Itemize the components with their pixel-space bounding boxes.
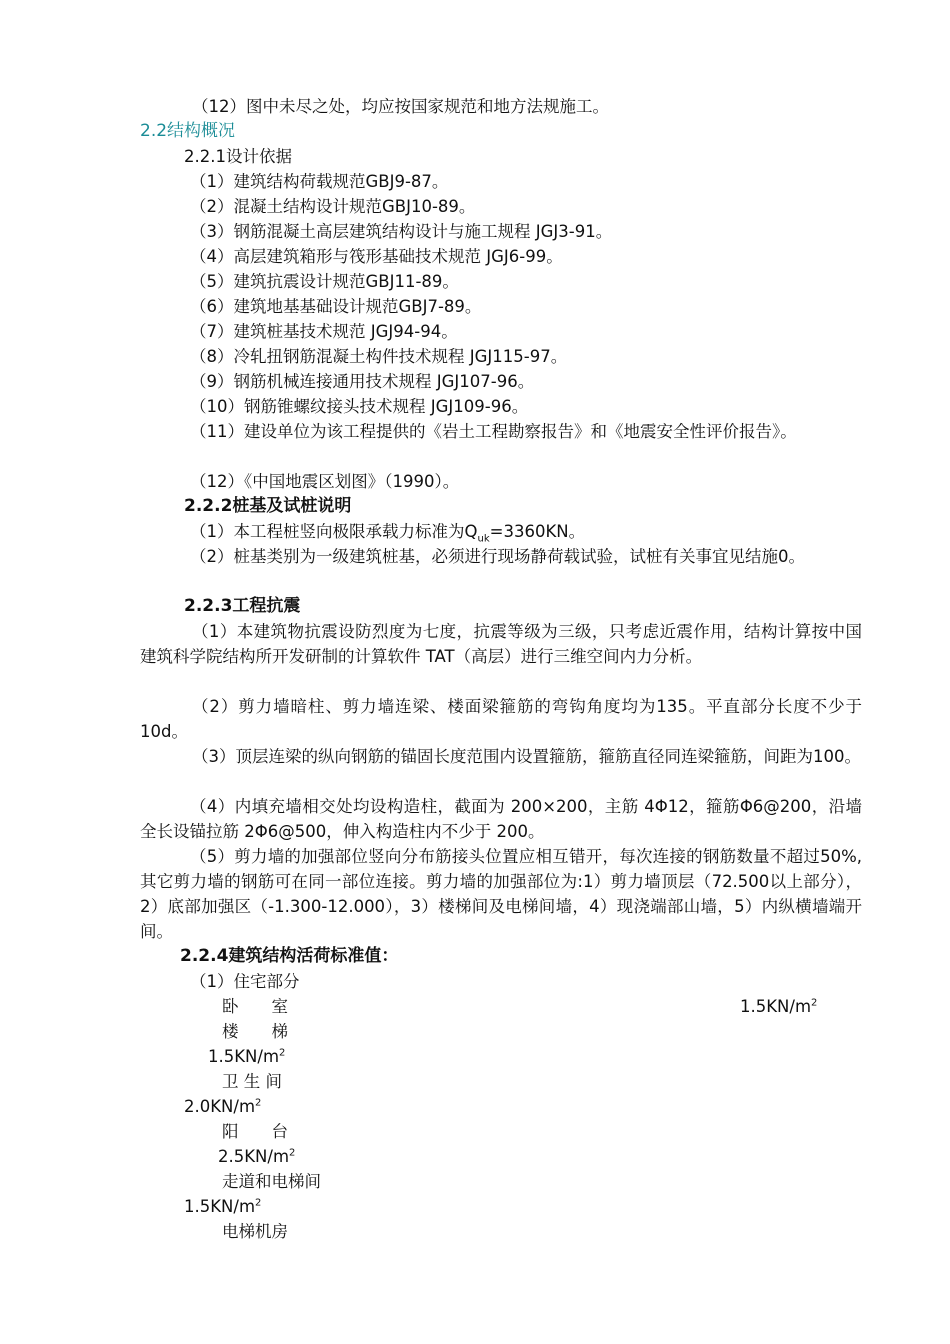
line-text: （3）钢筋混凝土高层建筑结构设计与施工规程 JGJ3-91。 [190, 222, 613, 241]
list-item [190, 169, 912, 194]
list-item [190, 319, 912, 344]
line-text: （1）住宅部分 [190, 972, 300, 991]
line-text: 1.5KN/m [740, 997, 812, 1016]
line-text: 2.2.3工程抗震 [184, 596, 301, 616]
subsection-heading-2-2-2 [184, 494, 906, 519]
load-value-bedroom [740, 994, 860, 1019]
subscript: uk [477, 533, 490, 545]
superscript: 2 [279, 1047, 286, 1059]
line-text: （4）内填充墙相交处均设构造柱，截面为 200×200，主筋 4Φ12，箍筋Φ6@200，沿墙全长设锚拉筋 2Φ6@500，伸入构造柱内不少于 200。 [140, 797, 862, 841]
line-text: 楼 梯 [222, 1022, 288, 1041]
line-text: （11）建设单位为该工程提供的《岩土工程勘察报告》和《地震安全性评价报告》。 [190, 422, 797, 441]
line-text: 2.5KN/m [218, 1147, 290, 1166]
pile-capacity-item [190, 519, 912, 544]
load-label-bedroom [222, 994, 422, 1019]
line-text: 卧 室 [222, 997, 288, 1016]
line-text: （4）高层建筑箱形与筏形基础技术规范 JGJ6-99。 [190, 247, 563, 266]
list-item [190, 269, 912, 294]
list-item [190, 394, 912, 419]
list-item [190, 469, 912, 494]
line-text: 2.2.2桩基及试桩说明 [184, 496, 352, 516]
line-text: （5）剪力墙的加强部位竖向分布筋接头位置应相互错开，每次连接的钢筋数量不超过50%,其它剪力墙的钢筋可在同一部位连接。剪力墙的加强部位为:1）剪力墙顶层（72.500以上部分），2）底部加强区（-1.300-12.000），3）楼梯间及电梯间墙，4）现浇端部山墙，5）内纵横墙端开间。 [140, 847, 862, 941]
load-label-corridor-elevator [222, 1169, 422, 1194]
superscript: 2 [811, 997, 818, 1009]
load-label-elevator-machine-room [222, 1219, 422, 1244]
list-item [140, 694, 862, 744]
superscript: 2 [289, 1147, 296, 1159]
list-item [140, 544, 862, 569]
subsection-heading-2-2-3 [184, 594, 906, 619]
line-text: =3360KN。 [489, 522, 586, 541]
line-text: （12）图中未尽之处，均应按国家规范和地方法规施工。 [192, 97, 609, 116]
section-heading-2-2 [140, 119, 862, 144]
list-item [140, 844, 862, 944]
line-text: 1.5KN/m [184, 1197, 256, 1216]
list-item [190, 344, 912, 369]
load-label-bathroom [222, 1069, 422, 1094]
list-item [190, 294, 912, 319]
line-text: （2）混凝土结构设计规范GBJ10-89。 [190, 197, 476, 216]
line-text: （7）建筑桩基技术规范 JGJ94-94。 [190, 322, 458, 341]
list-item [140, 419, 862, 444]
list-item [190, 969, 912, 994]
list-item [190, 244, 912, 269]
line-text: （3）顶层连梁的纵向钢筋的锚固长度范围内设置箍筋，箍筋直径同连梁箍筋，间距为100。 [192, 747, 861, 766]
line-text: （6）建筑地基基础设计规范GBJ7-89。 [190, 297, 482, 316]
list-item [140, 744, 862, 769]
list-item [190, 194, 912, 219]
note-12 [192, 94, 914, 119]
load-value-balcony [218, 1144, 418, 1169]
list-item [140, 794, 862, 844]
list-item [190, 219, 912, 244]
line-text: （8）冷轧扭钢筋混凝土构件技术规程 JGJ115-97。 [190, 347, 568, 366]
line-text: 2.2.4建筑结构活荷标准值： [180, 946, 399, 966]
line-text: （1）本建筑物抗震设防烈度为七度，抗震等级为三级，只考虑近震作用，结构计算按中国建筑科学院结构所开发研制的计算软件 TAT（高层）进行三维空间内力分析。 [140, 622, 862, 666]
line-text: （1）建筑结构荷载规范GBJ9-87。 [190, 172, 449, 191]
load-value-stairs [208, 1044, 408, 1069]
load-label-balcony [222, 1119, 422, 1144]
line-text: 1.5KN/m [208, 1047, 280, 1066]
line-text: 走道和电梯间 [222, 1172, 321, 1191]
line-text: （12）《中国地震区划图》（1990）。 [190, 472, 460, 491]
line-text: （9）钢筋机械连接通用技术规程 JGJ107-96。 [190, 372, 535, 391]
subsection-heading-2-2-1 [184, 144, 906, 169]
line-text: 2.0KN/m [184, 1097, 256, 1116]
line-text: 2.2结构概况 [140, 121, 236, 141]
line-text: （10）钢筋锥螺纹接头技术规程 JGJ109-96。 [190, 397, 529, 416]
line-text: （1）本工程桩竖向极限承载力标准为Q [190, 522, 478, 541]
line-text: 2.2.1设计依据 [184, 147, 292, 166]
superscript: 2 [255, 1097, 262, 1109]
list-item [190, 369, 912, 394]
load-value-corridor-elevator [184, 1194, 384, 1219]
line-text: （2）桩基类别为一级建筑桩基，必须进行现场静荷载试验，试桩有关事宜见结施0。 [190, 547, 805, 566]
load-label-stairs [222, 1019, 422, 1044]
list-item [140, 619, 862, 669]
line-text: 卫 生 间 [222, 1072, 282, 1091]
load-value-bathroom [184, 1094, 384, 1119]
line-text: 阳 台 [222, 1122, 288, 1141]
subsection-heading-2-2-4 [180, 944, 902, 969]
line-text: 电梯机房 [222, 1222, 288, 1241]
line-text: （5）建筑抗震设计规范GBJ11-89。 [190, 272, 459, 291]
line-text: （2）剪力墙暗柱、剪力墙连梁、楼面梁箍筋的弯钩角度均为135。平直部分长度不少于10d。 [140, 697, 862, 741]
superscript: 2 [255, 1197, 262, 1209]
